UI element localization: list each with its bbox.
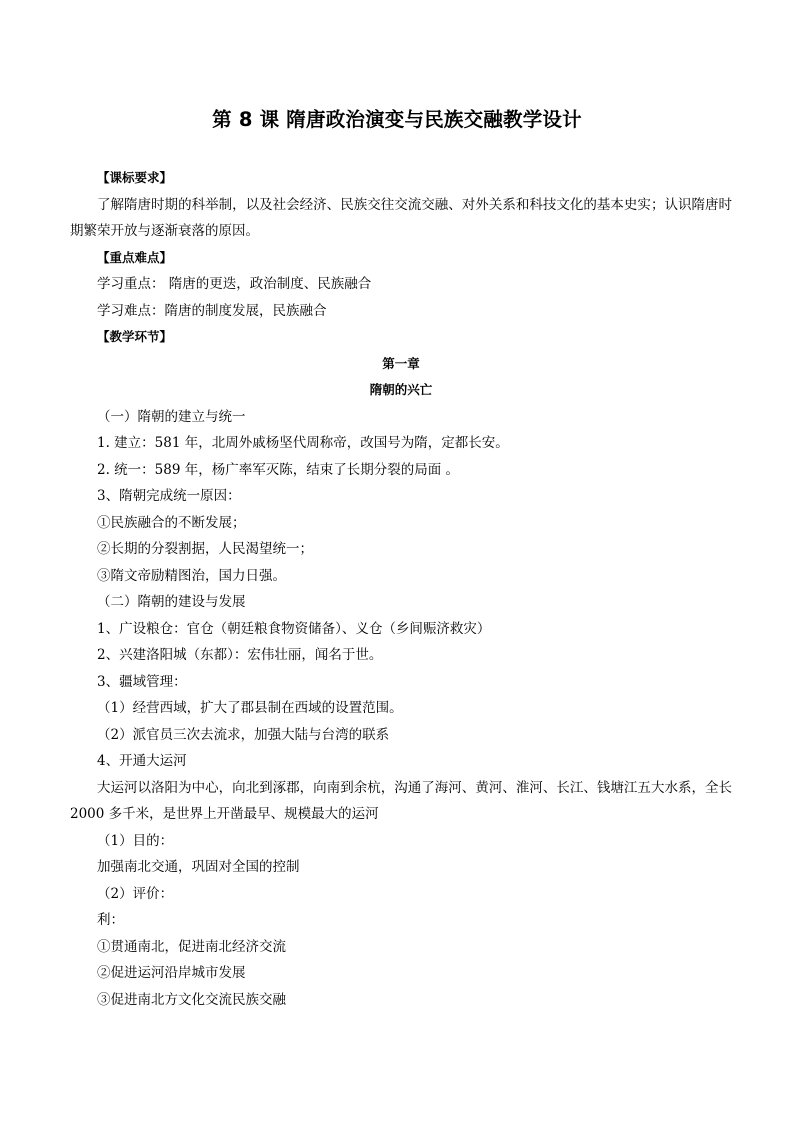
- body-line: ①贯通南北，促进南北经济交流: [97, 938, 286, 955]
- body-line: ②长期的分裂割据，人民渴望统一；: [97, 541, 313, 557]
- body-line: （一）隋朝的建立与统一: [97, 408, 246, 425]
- body-line: ③隋文帝励精图治，国力日强。: [97, 567, 286, 584]
- teaching-heading: 【教学环节】: [97, 329, 173, 344]
- body-line: 1. 建立：581 年，北周外戚杨坚代周称帝，改国号为隋，定都长安。: [97, 435, 509, 451]
- body-line: （2）派官员三次去流求，加强大陆与台湾的联系: [97, 726, 390, 743]
- body-line: （2）评价：: [97, 885, 174, 902]
- body-line: 加强南北交通，巩固对全国的控制: [97, 859, 300, 875]
- document-body: [70, 165, 732, 1013]
- curriculum-text: 了解隋唐时期的科举制，以及社会经济、民族交往交流交融、对外关系和科技文化的基本史实；认识隋唐时期繁荣开放与逐渐衰落的原因。: [70, 196, 732, 239]
- chapter-subtitle: 隋朝的兴亡: [369, 382, 433, 397]
- canal-text: 大运河以洛阳为中心，向北到涿郡，向南到余杭，沟通了海河、黄河、淮河、长江、钱塘江五大水系，全长 2000 多千米，是世界上开凿最早、规模最大的运河: [70, 779, 732, 822]
- body-line: 3、隋朝完成统一原因：: [97, 488, 241, 504]
- difficult-point: 学习难点：隋唐的制度发展，民族融合: [97, 302, 327, 319]
- body-line: 4、开通大运河: [97, 753, 187, 769]
- document-title: 第 8 课 隋唐政治演变与民族交融教学设计: [212, 108, 582, 131]
- key-heading: 【重点难点】: [97, 249, 173, 265]
- chapter-name: 第一章: [382, 355, 420, 371]
- body-line: 2. 统一：589 年，杨广率军灭陈，结束了长期分裂的局面 。: [97, 461, 460, 478]
- body-line: （1）经营西域，扩大了郡县制在西域的设置范围。: [97, 700, 403, 716]
- body-line: （1）目的：: [97, 832, 174, 849]
- body-line: 利：: [97, 912, 124, 928]
- body-line: 1、广设粮仓：官仓（朝廷粮食物资储备）、义仓（乡间赈济救灾）: [97, 620, 491, 637]
- curriculum-heading: 【课标要求】: [97, 170, 173, 185]
- body-line: 3、疆域管理：: [97, 673, 187, 690]
- body-line: 2、兴建洛阳城（东都）：宏伟壮丽，闻名于世。: [97, 647, 383, 663]
- body-line: ①民族融合的不断发展；: [97, 514, 246, 531]
- body-line: ②促进运河沿岸城市发展: [97, 965, 246, 981]
- body-line: （二）隋朝的建设与发展: [97, 594, 246, 610]
- body-line: ③促进南北方文化交流民族交融: [97, 991, 286, 1008]
- key-point: 学习重点： 隋唐的更迭，政治制度、民族融合: [97, 276, 372, 292]
